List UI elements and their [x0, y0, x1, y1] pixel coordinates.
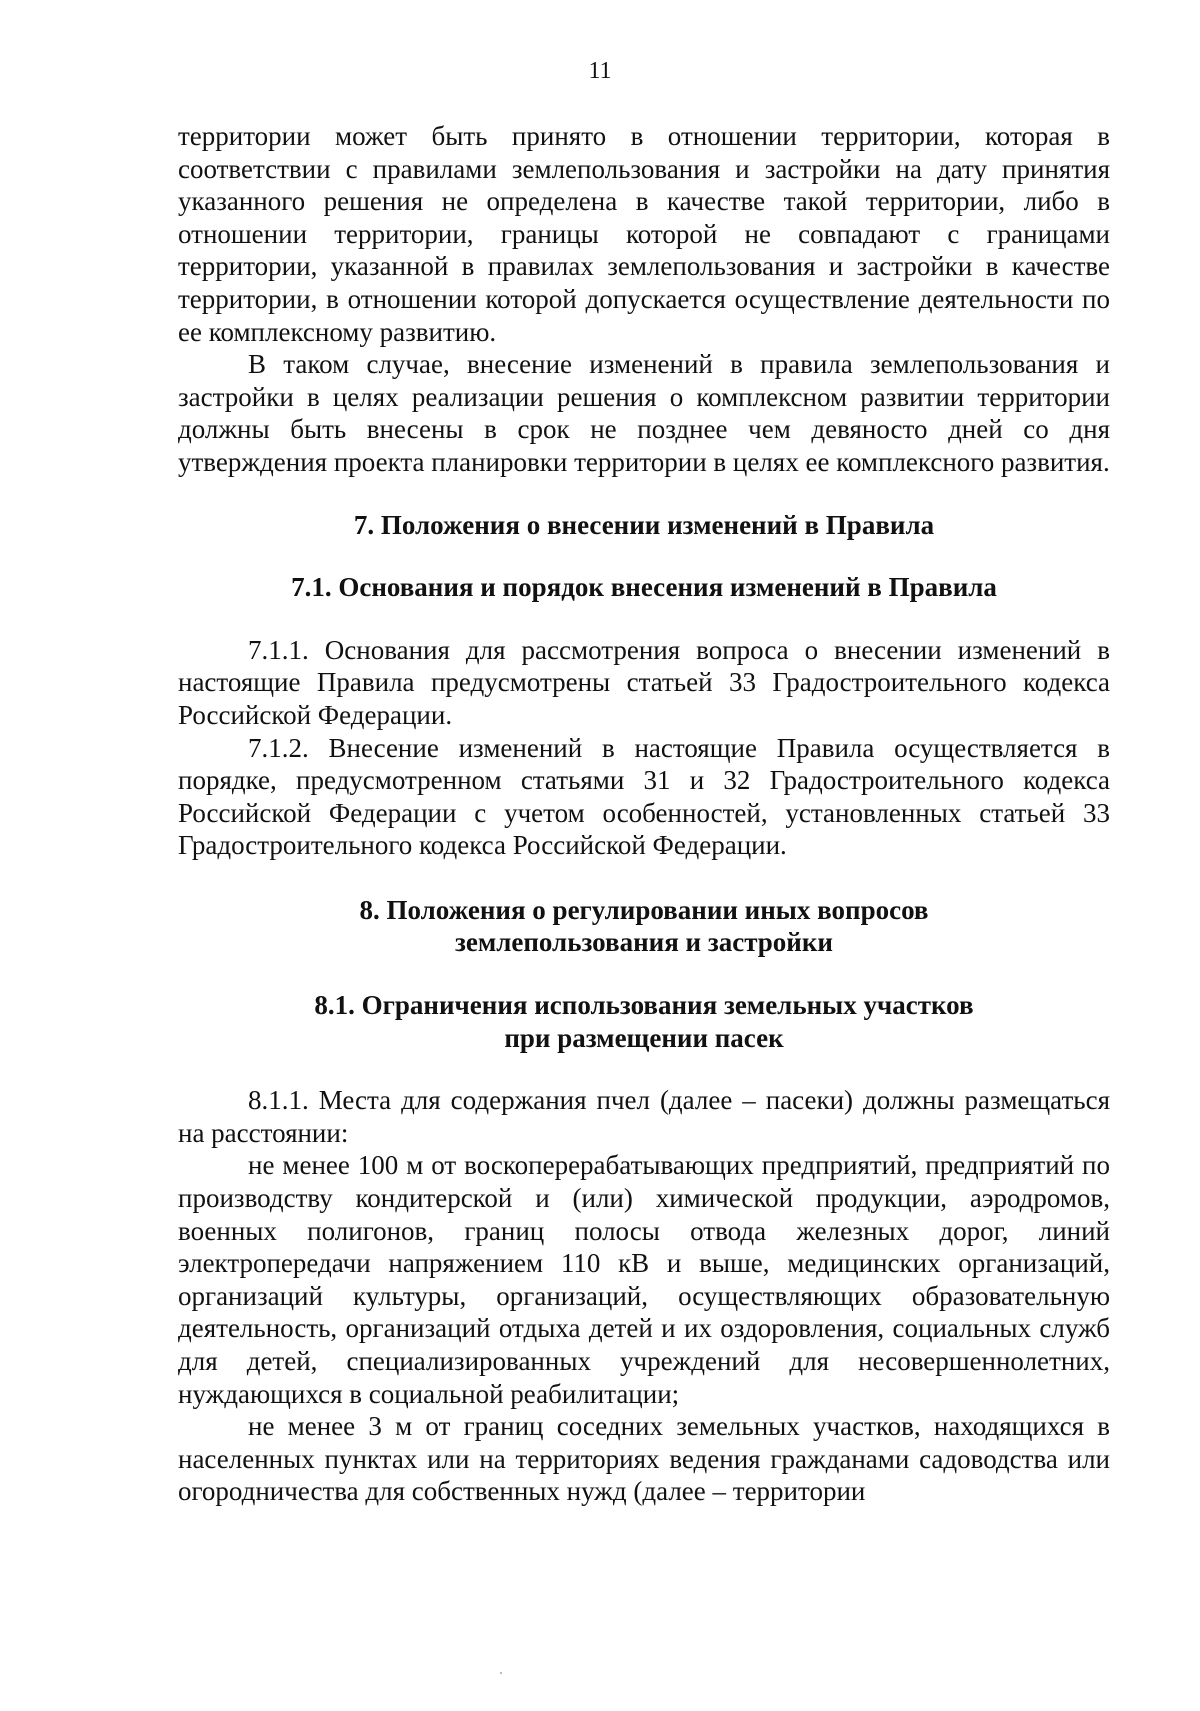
- subsection-heading-8-1-line-2: при размещении пасек: [504, 1022, 784, 1053]
- scan-speck: [500, 1672, 502, 1674]
- document-body: [178, 120, 1110, 1508]
- section-heading-8-line-2: землепользования и застройки: [455, 927, 833, 958]
- section-heading-7: 7. Положения о внесении изменений в Правила: [353, 509, 935, 540]
- paragraph-7-1-1: 7.1.1. Основания для рассмотрения вопроса о внесении изменений в настоящие Правила предусмотрены статьей 33 Градостроительного кодекса Российской Федерации.: [178, 634, 1110, 730]
- paragraph-8-1-1: 8.1.1. Места для содержания пчел (далее – пасеки) должны размещаться на расстоянии:: [178, 1085, 1110, 1148]
- subsection-heading-8-1-line-1: 8.1. Ограничения использования земельных участков: [314, 990, 974, 1021]
- page-number: 11: [588, 58, 612, 84]
- paragraph-7-1-2: 7.1.2. Внесение изменений в настоящие Правила осуществляется в порядке, предусмотренном статьями 31 и 32 Градостроительного кодекса Российской Федерации с учетом особенностей, установленных статьей 33 Градостроительного кодекса Российской Федерации.: [178, 732, 1110, 861]
- section-heading-8: [178, 894, 1110, 959]
- subsection-heading-7-1: 7.1. Основания и порядок внесения изменений в Правила: [291, 572, 997, 603]
- paragraph-amendment-deadline: В таком случае, внесение изменений в правила землепользования и застройки в целях реализации решения о комплексном развитии территории должны быть внесены в срок не позднее чем девяносто дней со дня утверждения проекта планировки территории в целях ее комплексного развития.: [178, 349, 1110, 477]
- paragraph-distance-100m: не менее 100 м от воскоперерабатывающих предприятий, предприятий по производству кондитерской и (или) химической продукции, аэродромов, военных полигонов, границ полосы отвода железных дорог, линий электропередачи напряжением 110 кВ и выше, медицинских организаций, организаций культуры, организаций, осуществляющих образовательную деятельность, организаций отдыха детей и их оздоровления, социальных служб для детей, специализированных учреждений для несовершеннолетних, нуждающихся в социальной реабилитации;: [178, 1150, 1110, 1409]
- section-heading-8-line-1: 8. Положения о регулировании иных вопросов: [359, 894, 929, 925]
- paragraph-distance-3m: не менее 3 м от границ соседних земельных участков, находящихся в населенных пунктах или на территориях ведения гражданами садоводства или огородничества для собственных нужд (далее – территории: [178, 1411, 1110, 1507]
- subsection-heading-8-1: [178, 989, 1110, 1054]
- paragraph-continuation: территории может быть принято в отношении территории, которая в соответствии с правилами землепользования и застройки на дату принятия указанного решения не определена в качестве такой территории, либо в отношении территории, границы которой не совпадают с границами территории, указанной в правилах землепользования и застройки в качестве территории, в отношении которой допускается осуществление деятельности по ее комплексному развитию.: [178, 121, 1110, 347]
